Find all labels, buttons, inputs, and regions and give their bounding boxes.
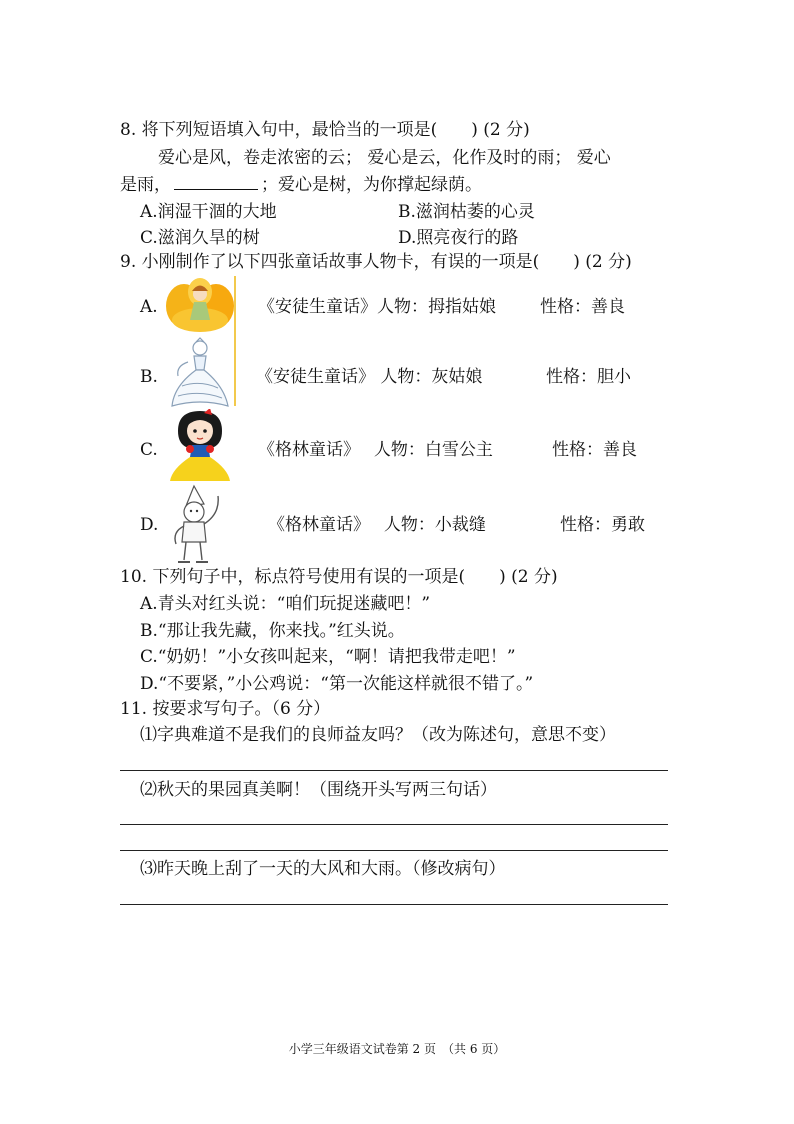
q10-option-b[interactable]: B.“那让我先藏，你来找。”红头说。 [140, 621, 405, 641]
q8-option-a[interactable]: A.润湿干涸的大地 [140, 202, 277, 222]
q8-option-d[interactable]: D.照亮夜行的路 [398, 228, 519, 248]
answer-line[interactable] [120, 824, 668, 825]
q9-card-b-trait: 性格：胆小 [546, 367, 631, 387]
q9-card-b-book: 《安徒生童话》 人物：灰姑娘 [256, 367, 483, 387]
q8-option-c[interactable]: C.滋润久旱的树 [140, 228, 260, 248]
q9-card-a-trait: 性格：善良 [540, 297, 625, 317]
q9-card-c-trait: 性格：善良 [552, 440, 637, 460]
answer-line[interactable] [120, 770, 668, 771]
q9-card-d-trait: 性格：勇敢 [560, 515, 645, 535]
q9-card-c-letter[interactable]: C. [140, 440, 158, 460]
q10-option-a[interactable]: A.青头对红头说：“咱们玩捉迷藏吧！” [140, 594, 431, 614]
snow-white-icon [164, 409, 236, 483]
q9-card-a-letter[interactable]: A. [140, 297, 158, 317]
little-tailor-icon [164, 484, 236, 566]
q9-stem: 9. 小刚制作了以下四张童话故事人物卡，有误的一项是( ) (2 分) [120, 252, 632, 272]
card-divider [234, 276, 236, 338]
q11-item-2: ⑵秋天的果园真美啊！（围绕开头写两三句话） [140, 780, 497, 800]
q9-card-d-book: 《格林童话》 人物：小裁缝 [268, 515, 486, 535]
q9-card-d-letter[interactable]: D. [140, 515, 159, 535]
thumbelina-icon [164, 276, 236, 334]
answer-line[interactable] [120, 904, 668, 905]
q11-item-3: ⑶昨天晚上刮了一天的大风和大雨。（修改病句） [140, 859, 506, 879]
q9-card-a-book: 《安徒生童话》人物：拇指姑娘 [258, 297, 496, 317]
cinderella-icon [164, 336, 236, 410]
q11-item-1: ⑴字典难道不是我们的良师益友吗？（改为陈述句，意思不变） [140, 725, 616, 745]
q8-passage-line1: 爱心是风，卷走浓密的云； 爱心是云，化作及时的雨； 爱心 [158, 148, 611, 168]
card-divider [234, 336, 236, 406]
q8-passage-line2-b: ；爱心是树，为你撑起绿荫。 [261, 175, 482, 195]
q8-answer-blank[interactable] [174, 173, 258, 190]
q9-card-b-letter[interactable]: B. [140, 367, 158, 387]
q10-stem: 10. 下列句子中，标点符号使用有误的一项是( ) (2 分) [120, 567, 558, 587]
answer-line[interactable] [120, 850, 668, 851]
q9-card-c-book: 《格林童话》 人物：白雪公主 [258, 440, 493, 460]
q11-stem: 11. 按要求写句子。（6 分） [120, 699, 331, 719]
q8-option-b[interactable]: B.滋润枯萎的心灵 [398, 202, 535, 222]
q10-option-c[interactable]: C.“奶奶！”小女孩叫起来，“啊！请把我带走吧！” [140, 647, 516, 667]
q8-passage-line2 [120, 173, 482, 196]
q8-passage-line2-a: 是雨， [120, 175, 171, 195]
q10-option-d[interactable]: D.“不要紧，”小公鸡说：“第一次能这样就很不错了。” [140, 674, 534, 694]
q8-stem: 8. 将下列短语填入句中，最恰当的一项是( ) (2 分) [120, 120, 530, 140]
page-footer: 小学三年级语文试卷第 2 页 （共 6 页） [288, 1042, 506, 1056]
